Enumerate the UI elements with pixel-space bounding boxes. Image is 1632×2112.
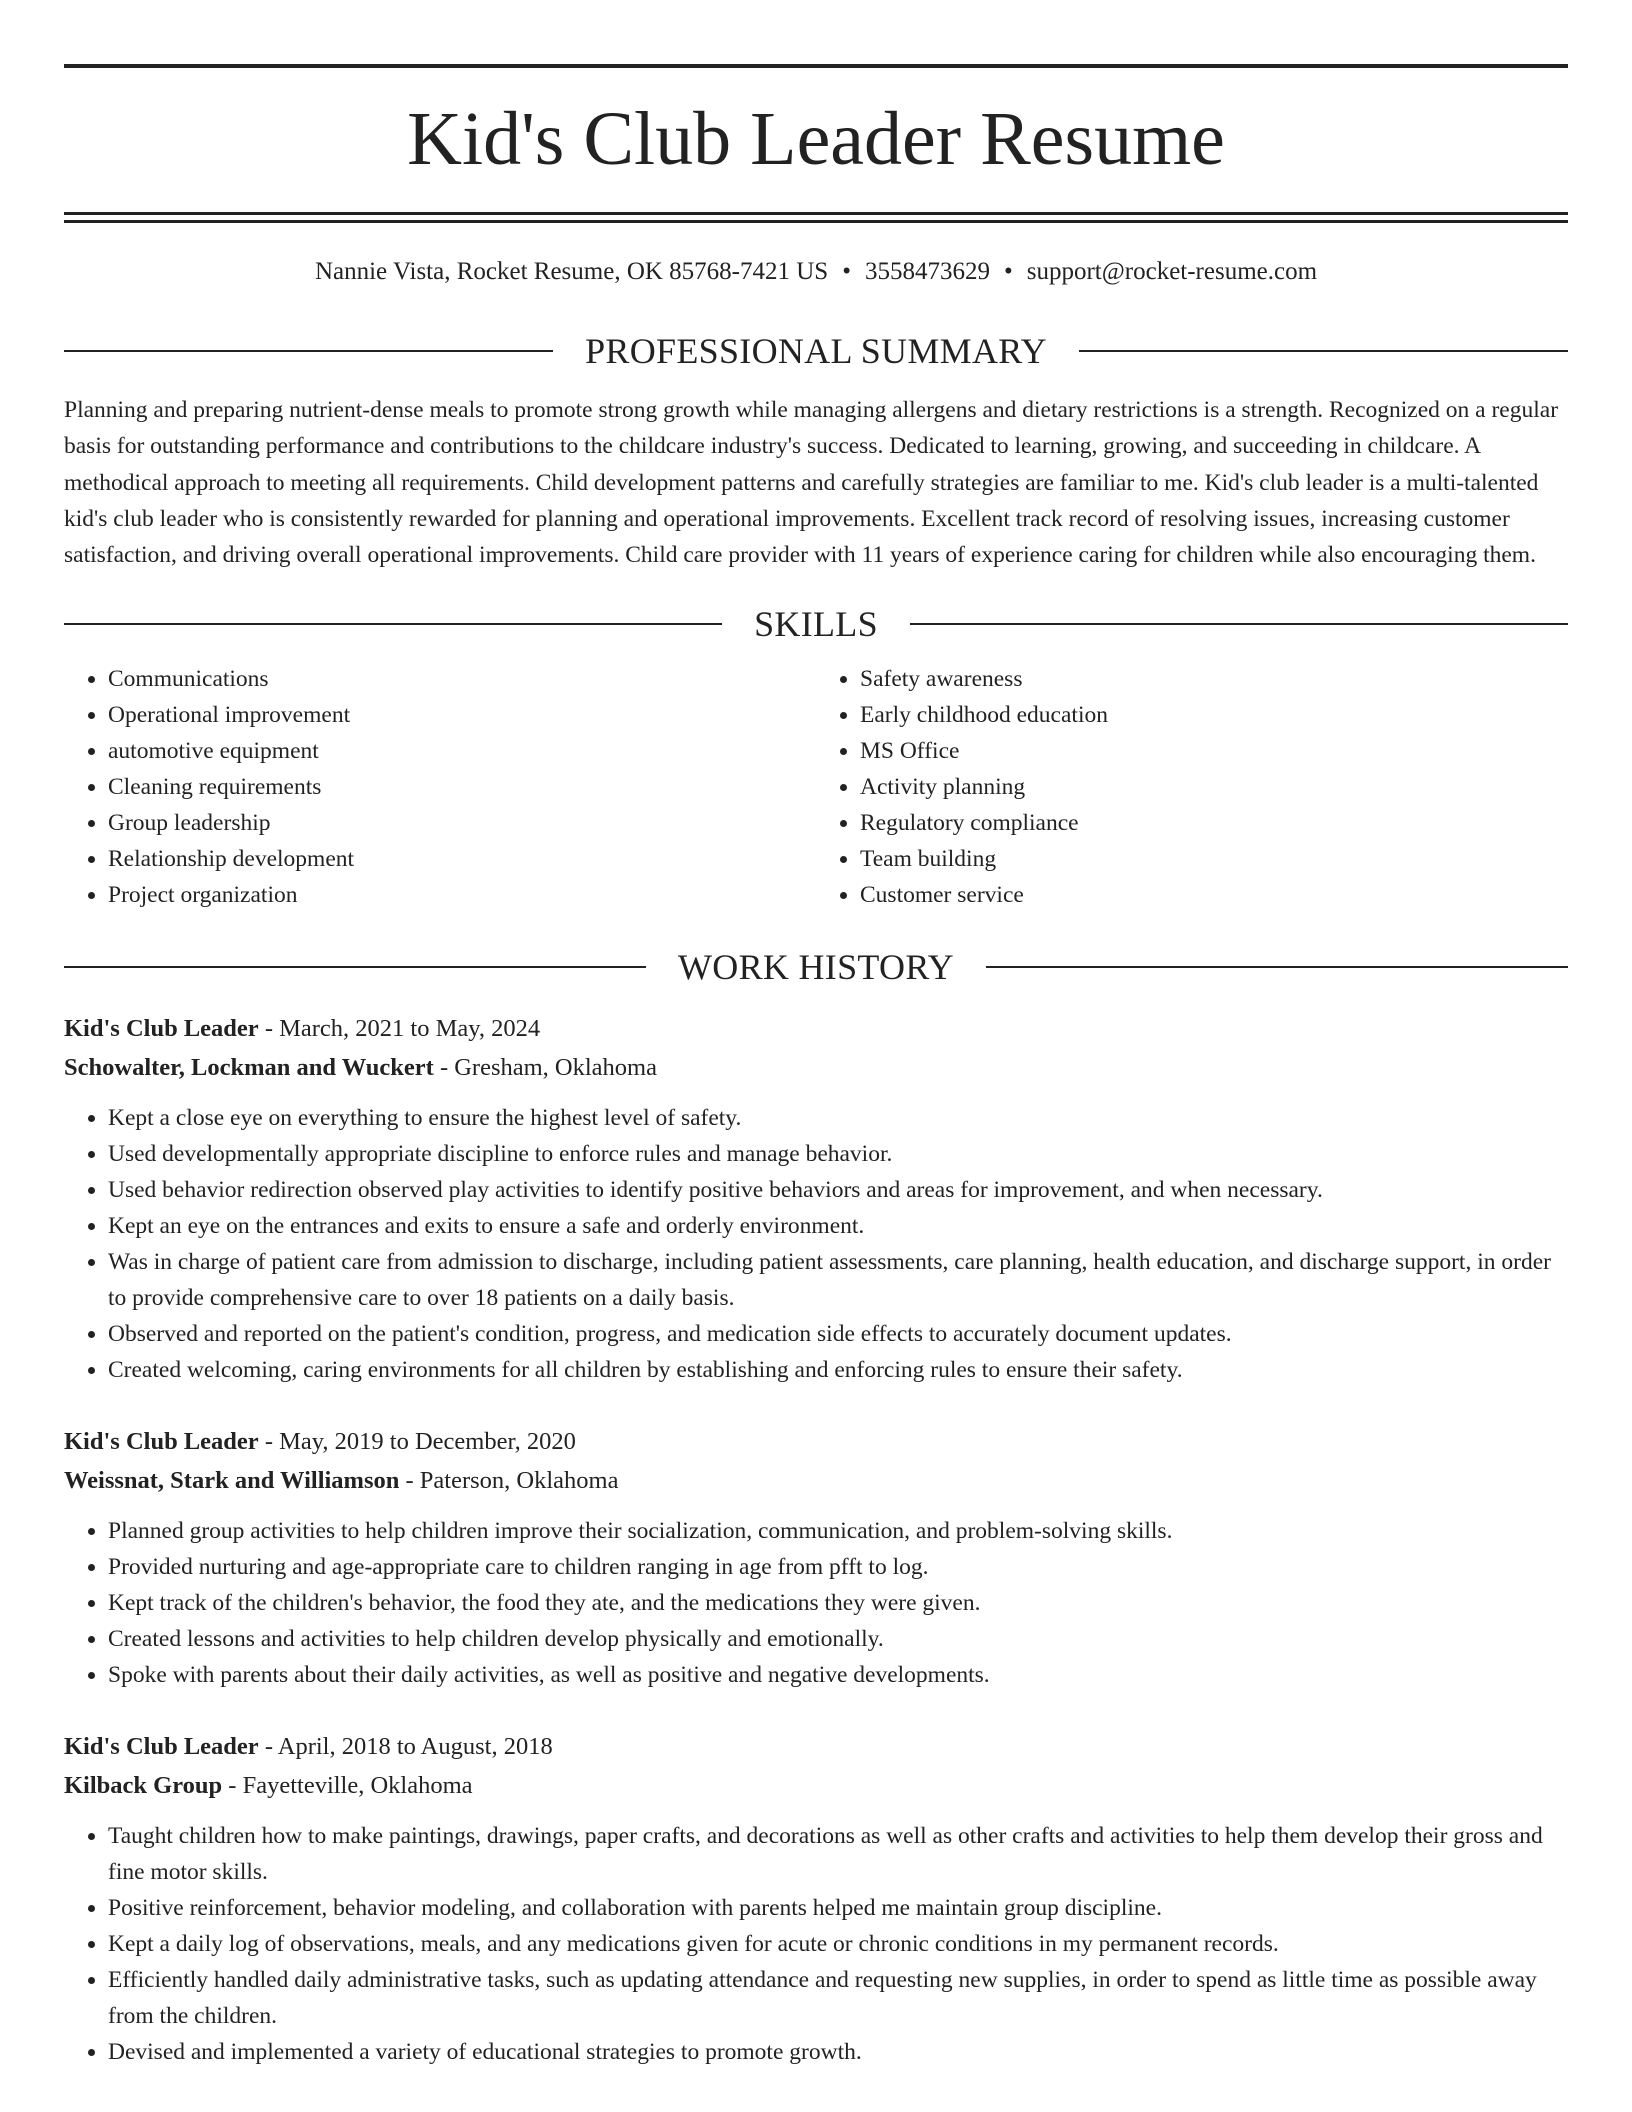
skills-heading (64, 604, 1568, 645)
contact-phone: 3558473629 (864, 258, 990, 285)
resume-page (64, 64, 1568, 2070)
job-dates: - March, 2021 to May, 2024 (258, 1015, 541, 1043)
contact-address: Nannie Vista, Rocket Resume, OK 85768-7421 US (314, 258, 829, 285)
summary-heading-label: PROFESSIONAL SUMMARY (585, 331, 1047, 371)
job-company-line (64, 1048, 1568, 1087)
heading-rule (1079, 350, 1568, 352)
job-bullets (64, 1100, 1568, 1388)
job-company: Schowalter, Lockman and Wuckert (64, 1054, 434, 1082)
job-bullet: • Kept a close eye on everything to ensure the highest level of safety. (108, 1100, 1568, 1136)
job-entry-2 (64, 1422, 1568, 1693)
contact-separator: • (842, 258, 851, 285)
summary-heading (64, 333, 1568, 369)
job-bullets (64, 1818, 1568, 2070)
job-location: - Paterson, Oklahoma (399, 1467, 619, 1495)
skills-column-left (64, 661, 816, 913)
job-bullet: • Created welcoming, caring environments for all children by establishing and enforcing rules to ensure their safety. (108, 1352, 1568, 1388)
job-title: Kid's Club Leader (64, 1733, 259, 1761)
job-bullets (64, 1513, 1568, 1693)
job-bullet: • Observed and reported on the patient's condition, progress, and medication side effects to accurately document updates. (108, 1316, 1568, 1352)
title-rule-upper (64, 212, 1568, 215)
job-company: Weissnat, Stark and Williamson (64, 1467, 400, 1495)
job-company-line (64, 1461, 1568, 1500)
skill-item: • Regulatory compliance (860, 805, 1568, 841)
job-title: Kid's Club Leader (64, 1015, 259, 1043)
job-company-line (64, 1766, 1568, 1805)
heading-rule (910, 623, 1568, 625)
skill-item: • Early childhood education (860, 697, 1568, 733)
skill-item: • Cleaning requirements (108, 769, 816, 805)
job-bullet: • Used behavior redirection observed play activities to identify positive behaviors and areas for improvement, and when necessary. (108, 1172, 1568, 1208)
job-company: Kilback Group (64, 1772, 223, 1800)
job-title-line (64, 1727, 1568, 1766)
job-bullet: • Spoke with parents about their daily activities, as well as positive and negative developments. (108, 1657, 1568, 1693)
skill-item: • Communications (108, 661, 816, 697)
skill-item: • Operational improvement (108, 697, 816, 733)
job-bullet: • Planned group activities to help children improve their socialization, communication, and problem-solving skills. (108, 1513, 1568, 1549)
job-title: Kid's Club Leader (64, 1428, 259, 1456)
heading-rule (64, 623, 722, 625)
job-bullet: • Kept an eye on the entrances and exits to ensure a safe and orderly environment. (108, 1208, 1568, 1244)
job-title-line (64, 1422, 1568, 1461)
work-history-heading-label: WORK HISTORY (678, 947, 954, 988)
job-bullet: • Was in charge of patient care from admission to discharge, including patient assessments, care planning, health education, and discharge support, in order to provide comprehensive care to over 18 patients on a daily basis. (108, 1244, 1568, 1316)
job-bullet: • Kept a daily log of observations, meals, and any medications given for acute or chronic conditions in my permanent records. (108, 1926, 1568, 1962)
top-rule (64, 64, 1568, 68)
job-bullet: • Provided nurturing and age-appropriate care to children ranging in age from pfft to log. (108, 1549, 1568, 1585)
skill-item: • MS Office (860, 733, 1568, 769)
heading-rule (64, 966, 646, 968)
job-location: - Gresham, Oklahoma (433, 1054, 657, 1082)
job-bullet: • Efficiently handled daily administrative tasks, such as updating attendance and requesting new supplies, in order to spend as little time as possible away from the children. (108, 1962, 1568, 2034)
job-bullet: • Devised and implemented a variety of educational strategies to promote growth. (108, 2034, 1568, 2070)
title-rule-lower (64, 220, 1568, 223)
contact-email: support@rocket-resume.com (1026, 258, 1318, 285)
contact-line (64, 259, 1568, 284)
job-dates: - May, 2019 to December, 2020 (258, 1428, 576, 1456)
skills-column-right (816, 661, 1568, 913)
contact-separator: • (1003, 258, 1013, 285)
job-title-line (64, 1009, 1568, 1048)
job-entry-1 (64, 1009, 1568, 1388)
job-bullet: • Positive reinforcement, behavior modeling, and collaboration with parents helped me maintain group discipline. (108, 1890, 1568, 1926)
work-history-heading (64, 947, 1568, 988)
skill-item: • Safety awareness (860, 661, 1568, 697)
skill-item: • Group leadership (108, 805, 816, 841)
job-bullet: • Kept track of the children's behavior, the food they ate, and the medications they were given. (108, 1585, 1568, 1621)
job-dates: - April, 2018 to August, 2018 (258, 1733, 553, 1761)
skill-item: • Activity planning (860, 769, 1568, 805)
job-bullet: • Used developmentally appropriate discipline to enforce rules and manage behavior. (108, 1136, 1568, 1172)
skills-list (64, 661, 1568, 913)
skill-item: • Customer service (860, 877, 1568, 913)
job-bullet: • Created lessons and activities to help children develop physically and emotionally. (108, 1621, 1568, 1657)
summary-text: Planning and preparing nutrient-dense meals to promote strong growth while managing allergens and dietary restrictions is a strength. Recognized on a regular basis for outstanding performance and contributions to the childcare industry's success. Dedicated to learning, growing, and succeeding in childcare. A methodical approach to meeting all requirements. Child development patterns and carefully strategies are familiar to me. Kid's club leader is a multi-talented kid's club leader who is consistently rewarded for planning and operational improvements. Excellent track record of resolving issues, increasing customer satisfaction, and driving overall operational improvements. Child care provider with 11 years of experience caring for children while also encouraging them. (64, 397, 1559, 569)
job-entry-3 (64, 1727, 1568, 2070)
resume-title: Kid's Club Leader Resume (407, 97, 1225, 181)
heading-rule (64, 350, 553, 352)
job-bullet: • Taught children how to make paintings, drawings, paper crafts, and decorations as well as other crafts and activities to help them develop their gross and fine motor skills. (108, 1818, 1568, 1890)
job-location: - Fayetteville, Oklahoma (222, 1772, 473, 1800)
skills-heading-label: SKILLS (754, 604, 878, 645)
skill-item: • Project organization (108, 877, 816, 913)
skill-item: • Relationship development (108, 841, 816, 877)
skill-item: • automotive equipment (108, 733, 816, 769)
heading-rule (986, 966, 1568, 968)
skill-item: • Team building (860, 841, 1568, 877)
